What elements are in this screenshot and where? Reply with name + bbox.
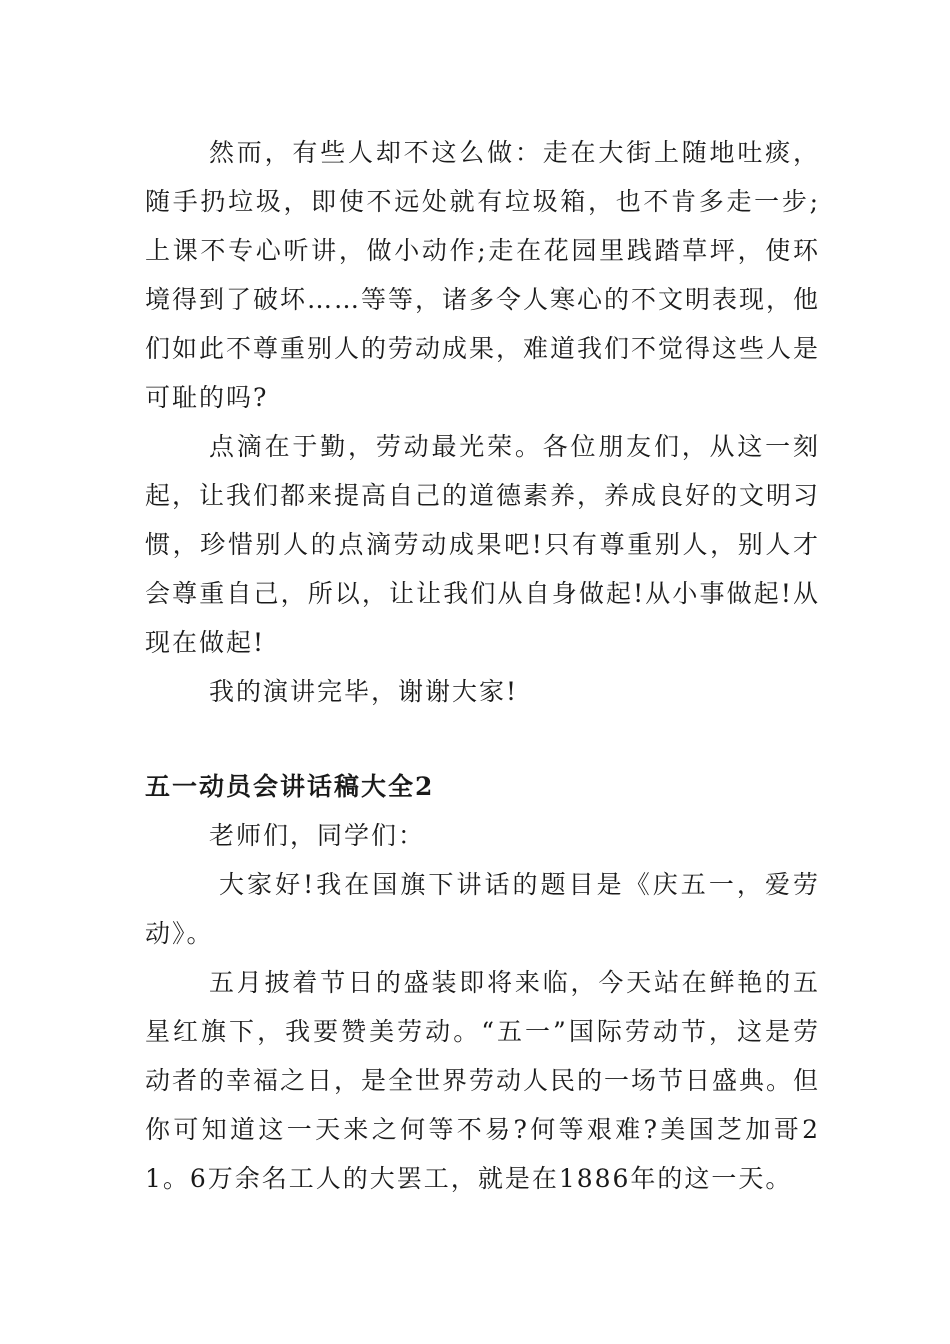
- paragraph-speech-end: 我的演讲完毕，谢谢大家!: [209, 677, 519, 706]
- document-body: [145, 128, 820, 1203]
- paragraph-uncivilized-behavior: 然而，有些人却不这么做：走在大街上随地吐痰，随手扔垃圾，即使不远处就有垃圾箱，也不肯多走一步;上课不专心听讲，做小动作;走在花园里践踏草坪，使环境得到了破坏……等等，诸多令人寒心的不文明表现，他们如此不尊重别人的劳动成果，难道我们不觉得这些人是可耻的吗?: [145, 138, 821, 412]
- paragraph-speech-topic: 大家好!我在国旗下讲话的题目是《庆五一，爱劳动》。: [145, 870, 820, 948]
- paragraph-labor-glory: 点滴在于勤，劳动最光荣。各位朋友们，从这一刻起，让我们都来提高自己的道德素养，养成良好的文明习惯，珍惜别人的点滴劳动成果吧!只有尊重别人，别人才会尊重自己，所以，让让我们从自身做起!从小事做起!从现在做起!: [145, 432, 821, 657]
- paragraph-may-day-history: 五月披着节日的盛装即将来临，今天站在鲜艳的五星红旗下，我要赞美劳动。“五一”国际劳动节，这是劳动者的幸福之日，是全世界劳动人民的一场节日盛典。但你可知道这一天来之何等不易?何等艰难?美国芝加哥21。6万余名工人的大罢工，就是在1886年的这一天。: [145, 968, 821, 1193]
- paragraph-greeting: 老师们，同学们：: [209, 821, 426, 850]
- section-title: 五一动员会讲话稿大全2: [145, 772, 435, 801]
